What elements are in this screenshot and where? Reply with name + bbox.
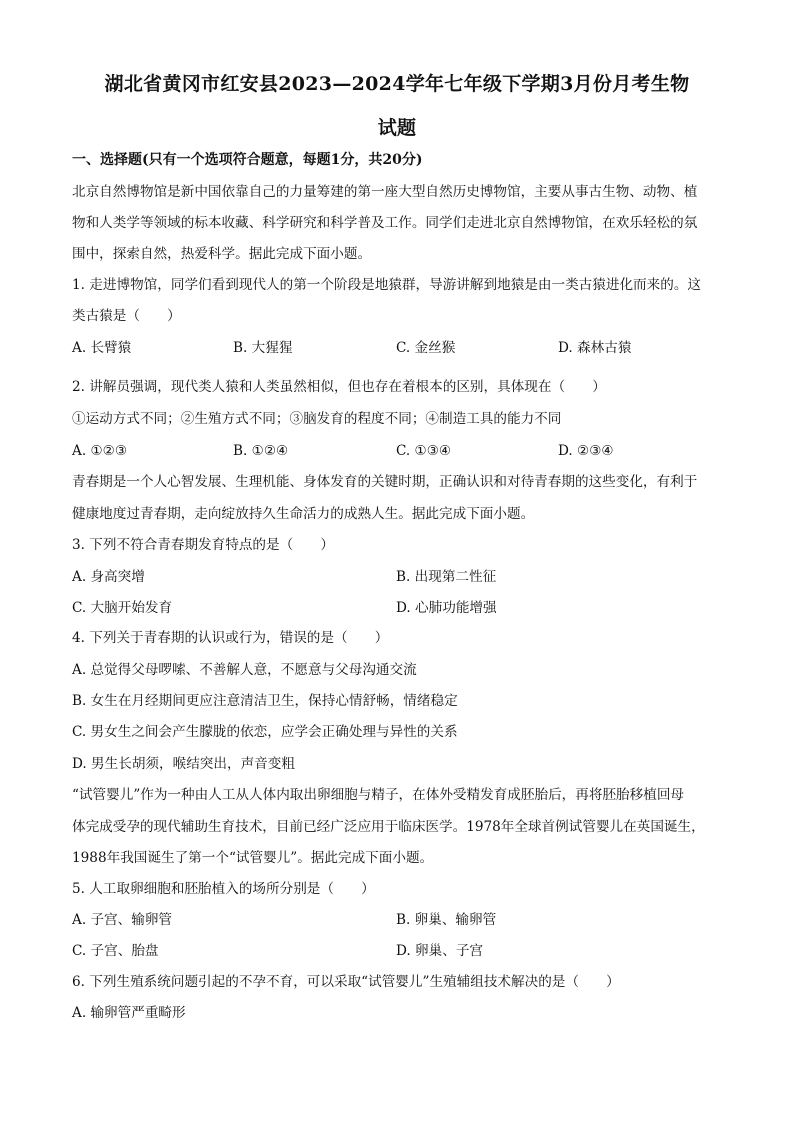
q3-option-a: A. 身高突增 [72,569,145,585]
passage-line: 青春期是一个人心智发展、生理机能、身体发育的关键时期，正确认识和对待青春期的这些变化，有利于 [72,474,698,490]
question-2-stem: 2. 讲解员强调，现代类人猿和人类虽然相似，但也存在着根本的区别，具体现在（ ） [72,379,606,395]
passage-line: 1988年我国诞生了第一个“试管婴儿”。据此完成下面小题。 [72,850,434,866]
q3-option-c: C. 大脑开始发育 [72,600,173,616]
passage-line: “试管婴儿”作为一种由人工从人体内取出卵细胞与精子，在体外受精发育成胚胎后，再将胚胎移植回母 [72,787,685,803]
q4-option-d: D. 男生长胡须，喉结突出，声音变粗 [72,756,295,772]
question-6-stem: 6. 下列生殖系统问题引起的不孕不育，可以采取“试管婴儿”生殖辅组技术解决的是（ ） [72,974,620,990]
q1-option-a: A. 长臂猿 [72,340,132,356]
passage-line: 物和人类学等领域的标本收藏、科学研究和科学普及工作。同学们走进北京自然博物馆，在欢乐轻松的氛 [72,215,698,231]
question-1-stem: 类古猿是（ ） [72,308,181,324]
q2-option-a: A. ①②③ [72,443,128,459]
q5-option-d: D. 卵巢、子宫 [396,943,484,959]
question-4-stem: 4. 下列关于青春期的认识或行为，错误的是（ ） [72,630,389,646]
q4-option-b: B. 女生在月经期间更应注意清洁卫生，保持心情舒畅，情绪稳定 [72,693,458,709]
q5-option-c: C. 子宫、胎盘 [72,943,159,959]
q3-option-d: D. 心肺功能增强 [396,600,497,616]
q4-option-c: C. 男女生之间会产生朦胧的依恋，应学会正确处理与异性的关系 [72,724,458,740]
passage-line: 体完成受孕的现代辅助生育技术，目前已经广泛应用于临床医学。1978年全球首例试管婴儿在英国诞生， [72,819,705,835]
q6-option-a: A. 输卵管严重畸形 [72,1005,186,1021]
q4-option-a: A. 总觉得父母啰嗦、不善解人意，不愿意与父母沟通交流 [72,662,417,678]
question-1-stem: 1. 走进博物馆，同学们看到现代人的第一个阶段是地猿群，导游讲解到地猿是由一类古猿进化而来的。这 [72,277,702,293]
question-2-statements: ①运动方式不同；②生殖方式不同；③脑发育的程度不同；④制造工具的能力不同 [72,411,562,427]
q2-option-d: D. ②③④ [558,443,614,459]
passage-line: 围中，探索自然，热爱科学。据此完成下面小题。 [72,246,372,262]
passage-line: 北京自然博物馆是新中国依靠自己的力量筹建的第一座大型自然历史博物馆，主要从事古生物、动物、植 [72,184,698,200]
q5-option-b: B. 卵巢、输卵管 [396,912,497,928]
q2-option-b: B. ①②④ [233,443,289,459]
q1-option-d: D. 森林古猿 [558,340,632,356]
passage-line: 健康地度过青春期，走向绽放持久生命活力的成熟人生。据此完成下面小题。 [72,506,535,522]
q5-option-a: A. 子宫、输卵管 [72,912,173,928]
q3-option-b: B. 出现第二性征 [396,569,497,585]
section-heading: 一、选择题(只有一个选项符合题意，每题1分，共20分) [72,152,423,168]
exam-title-line1: 湖北省黄冈市红安县2023—2024学年七年级下学期3月份月考生物 [104,73,690,95]
question-3-stem: 3. 下列不符合青春期发育特点的是（ ） [72,537,334,553]
q1-option-b: B. 大猩猩 [233,340,293,356]
q2-option-c: C. ①③④ [396,443,452,459]
exam-title-line2: 试题 [377,117,417,139]
q1-option-c: C. 金丝猴 [396,340,456,356]
question-5-stem: 5. 人工取卵细胞和胚胎植入的场所分别是（ ） [72,881,375,897]
